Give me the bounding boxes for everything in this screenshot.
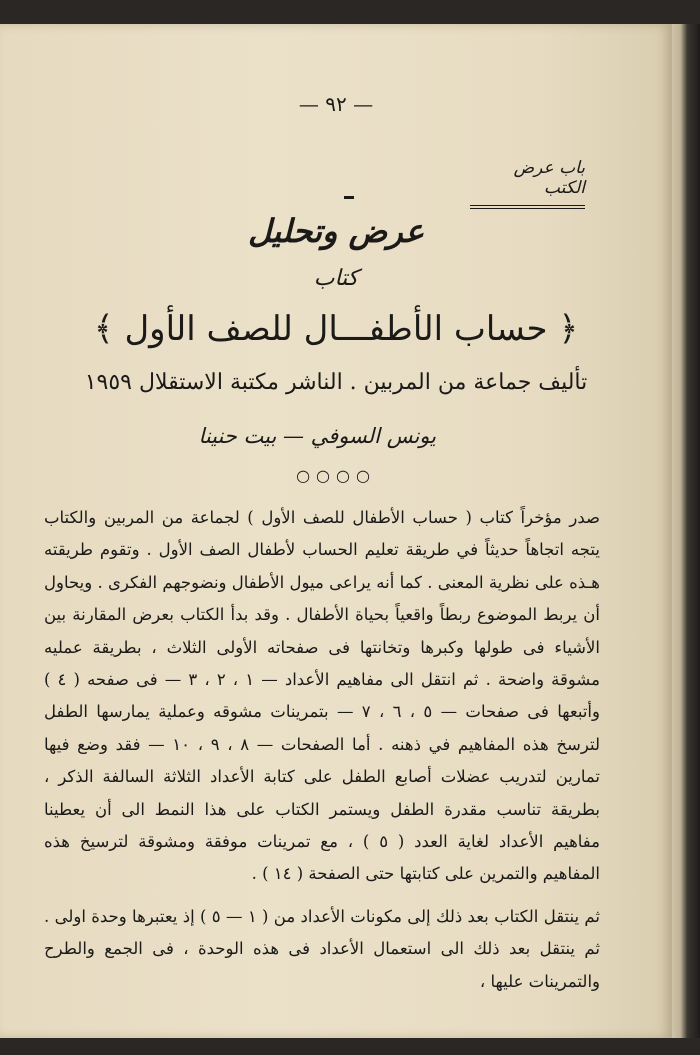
publication-info: تأليف جماعة من المربين . الناشر مكتبة الاستقلال ١٩٥٩	[84, 370, 588, 395]
book-label: كتاب	[313, 266, 359, 291]
paragraph: ثم ينتقل الكتاب بعد ذلك إلى مكونات الأعداد من ( ١ — ٥ ) إذ يعتبرها وحدة اولى . ثم ينتقل بعد ذلك الى استعمال الأعداد فى هذه الوحدة ، فى الجمع والطرح والتمرينات عليها ،	[44, 906, 600, 991]
reviewer-byline: يونس السوفي — بيت حنينا	[198, 424, 436, 448]
ornament-divider: ○○○○	[296, 466, 376, 485]
book-title: ﴿ حساب الأطفـــال للصف الأول ﴾	[93, 309, 579, 349]
title-dash-mark	[344, 196, 354, 199]
section-label: باب عرض الكتب	[470, 158, 585, 209]
paragraph: صدر مؤخراً كتاب ( حساب الأطفال للصف الأول ) لجماعة من المربين والكتاب يتجه اتجاهاً حديثاً في طريقة تعليم الحساب لأطفال الصف الأول . وتقوم طريقته هـذه على نظرية المعنى . كما أنه يراعى ميول الأطفال ونضوجهم الفكرى . ويحاول أن يربط الموضوع ربطاً واقعياً بحياة الأطفال . وقد بدأ الكتاب بعرض المقارنة بين الأشياء فى طولها وكبرها وتخانتها فى صفحاته الأولى الثلاث ، بطريقة عمليه مشوقة واضحة . ثم انتقل الى مفاهيم الأعداد — ١ ، ٢ ، ٣ — فى صفحه ( ٤ ) وأتبعها فى صفحات — ٥ ، ٦ ، ٧ — بتمرينات مشوقه وعملية يمارسها الطفل لترسخ هذه المفاهيم في ذهنه . أما الصفحات — ٨ ، ٩ ، ١٠ — فقد وضع فيها تمارين لتدريب عضلات أصابع الطفل على كتابة الأعداد الثلاثة السالفة الذكر ، بطريقة تناسب مقدرة الطفل ويستمر الكتاب على هذا النمط الى أن يعطينا مفاهيم الأعداد لغاية العدد ( ٥ ) ، مع تمرينات موفقة ومشوقة لترسيخ هذه المفاهيم والتمرين على كتابتها حتى الصفحة ( ١٤ ) .	[44, 508, 600, 884]
article-body	[44, 502, 600, 998]
review-title: عرض وتحليل	[247, 212, 425, 250]
page-number: — ٩٢ —	[298, 92, 374, 116]
page-gutter	[672, 24, 700, 1038]
